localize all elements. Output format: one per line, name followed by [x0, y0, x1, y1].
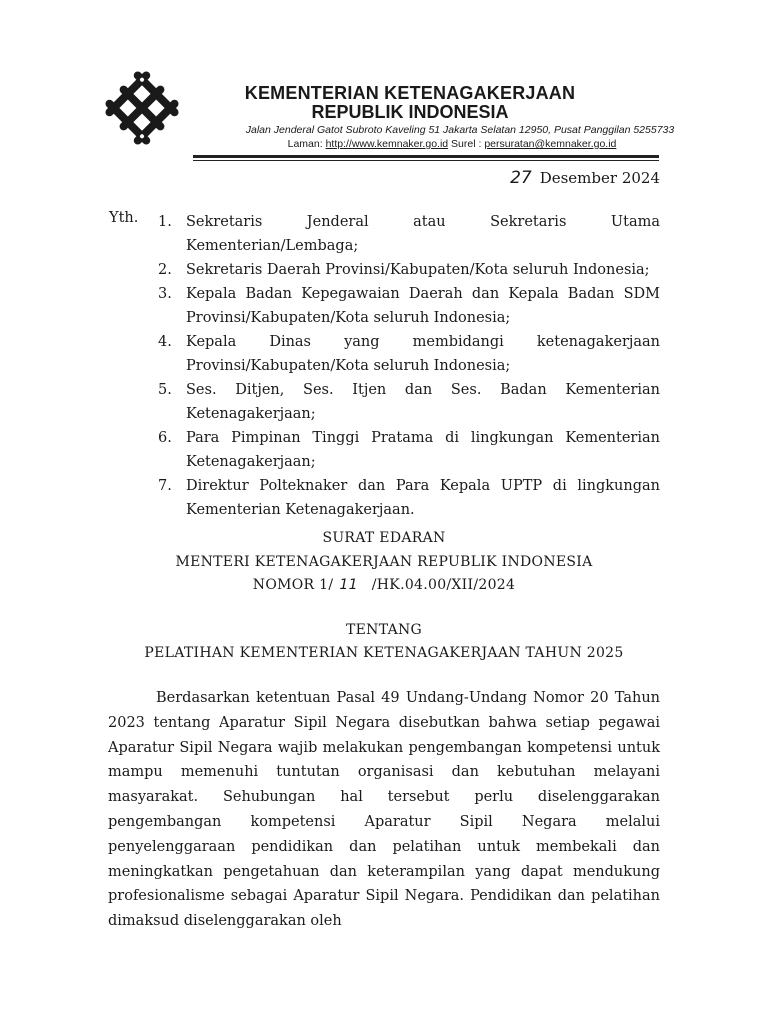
- doc-tentang: TENTANG: [345, 622, 423, 638]
- recipient-text: Kepala Badan Kepegawaian Daerah dan Kepala Badan SDM Provinsi/Kabupaten/Kota seluruh Indonesia;: [186, 286, 660, 326]
- org-contact: [0, 138, 768, 150]
- org-address: Jalan Jenderal Gatot Subroto Kaveling 51 Jakarta Selatan 12950, Pusat Panggilan 5255733: [245, 124, 675, 136]
- org-name-line1: KEMENTERIAN KETENAGAKERJAAN: [244, 83, 576, 103]
- recipient-num: 7.: [158, 478, 172, 494]
- web-label: Laman:: [287, 138, 326, 150]
- recipient-num: 3.: [158, 286, 172, 302]
- recipient-text: Sekretaris Jenderal atau Sekretaris Utama Kementerian/Lembaga;: [186, 214, 660, 254]
- web-link[interactable]: http://www.kemnaker.go.id: [325, 138, 449, 150]
- doc-type-title: SURAT EDARAN: [322, 530, 446, 546]
- recipient-list: [158, 210, 660, 522]
- doc-issuer: MENTERI KETENAGAKERJAAN REPUBLIK INDONESIA: [175, 554, 593, 570]
- body-paragraph: Berdasarkan ketentuan Pasal 49 Undang-Undang Nomor 20 Tahun 2023 tentang Aparatur Sipil Negara disebutkan bahwa setiap pegawai Aparatur Sipil Negara wajib melakukan pengembangan kompetensi untuk mampu memenuhi tuntutan organisasi dan kebutuhan melayani masyarakat. Sehubungan hal tersebut perlu diselenggarakan pengembangan kompetensi Aparatur Sipil Negara melalui penyelenggaraan pendidikan dan pelatihan untuk membekali dan meningkatkan pengetahuan dan keterampilan yang dapat mendukung profesionalisme sebagai Aparatur Sipil Negara. Pendidikan dan pelatihan dimaksud diselenggarakan oleh: [108, 690, 660, 930]
- recipient-item: [158, 378, 660, 426]
- recipient-item: [158, 474, 660, 522]
- recipients-label: Yth.: [109, 210, 139, 226]
- recipient-item: [158, 330, 660, 378]
- recipient-item: [158, 426, 660, 474]
- email-link[interactable]: persuratan@kemnaker.go.id: [484, 138, 617, 150]
- recipient-item: [158, 282, 660, 330]
- recipient-text: Direktur Polteknaker dan Para Kepala UPTP di lingkungan Kementerian Ketenagakerjaan.: [186, 478, 660, 518]
- email-label: Surel :: [448, 138, 485, 150]
- doc-number-suffix: /HK.04.00/XII/2024: [371, 577, 516, 593]
- recipient-item: [158, 210, 660, 258]
- recipient-text: Para Pimpinan Tinggi Pratama di lingkungan Kementerian Ketenagakerjaan;: [186, 430, 660, 470]
- org-name-line2: REPUBLIK INDONESIA: [311, 102, 509, 122]
- date-day-handwritten: 27: [510, 168, 532, 188]
- recipient-text: Kepala Dinas yang membidangi ketenagakerjaan Provinsi/Kabupaten/Kota seluruh Indonesia;: [186, 334, 660, 374]
- doc-number-handwritten: 11: [339, 577, 358, 593]
- recipient-num: 6.: [158, 430, 172, 446]
- date-month-year: Desember 2024: [539, 169, 660, 187]
- recipient-num: 5.: [158, 382, 172, 398]
- doc-subject: PELATIHAN KEMENTERIAN KETENAGAKERJAAN TAHUN 2025: [144, 645, 624, 661]
- recipient-num: 4.: [158, 334, 172, 350]
- recipient-num: 1.: [158, 214, 172, 230]
- letterhead-rule-thin: [193, 160, 659, 161]
- letter-date: [510, 168, 660, 188]
- doc-number: [0, 577, 768, 593]
- recipient-num: 2.: [158, 262, 172, 278]
- recipient-text: Ses. Ditjen, Ses. Itjen dan Ses. Badan Kementerian Ketenagakerjaan;: [186, 382, 660, 422]
- doc-number-prefix: NOMOR 1/: [252, 577, 334, 593]
- recipient-text: Sekretaris Daerah Provinsi/Kabupaten/Kota seluruh Indonesia;: [186, 262, 650, 278]
- recipient-item: [158, 258, 660, 282]
- letterhead-rule-thick: [193, 155, 659, 158]
